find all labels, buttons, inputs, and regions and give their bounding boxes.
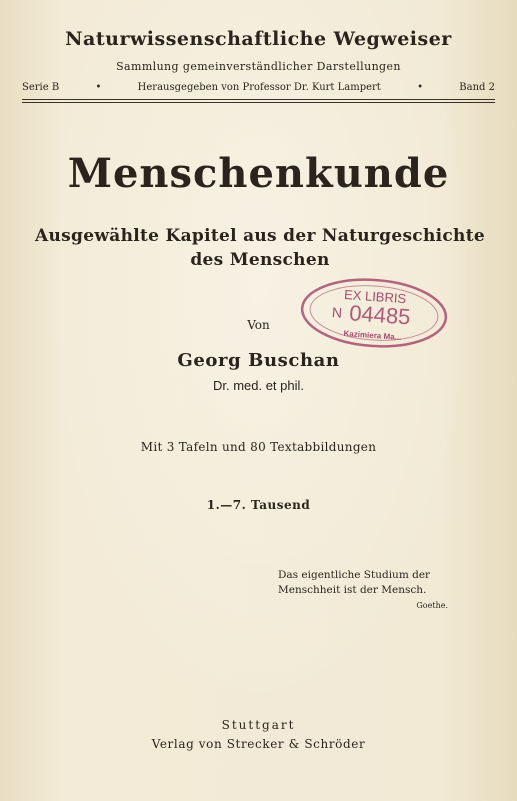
separator-dot: • (417, 82, 423, 93)
by-line: Von (247, 318, 270, 332)
author-name: Georg Buschan (177, 350, 340, 371)
header-rule (22, 102, 495, 103)
series-subtitle: Sammlung gemeinverständlicher Darstellungen (116, 60, 401, 73)
epigraph (278, 568, 458, 613)
epigraph-line: Das eigentliche Studium der (278, 569, 431, 581)
series-info-line (22, 82, 495, 93)
ex-libris-stamp (298, 273, 451, 353)
book-title: Menschenkunde (67, 150, 450, 197)
series-editor: Herausgegeben von Professor Dr. Kurt Lampert (137, 82, 381, 93)
series-title: Naturwissenschaftliche Wegweiser (65, 28, 452, 50)
book-subtitle-line: Ausgewählte Kapitel aus der Naturgeschichte (35, 226, 485, 246)
series-label: Serie B (22, 82, 60, 93)
illustrations-note: Mit 3 Tafeln und 80 Textabbildungen (140, 440, 377, 454)
epigraph-line: Menschheit ist der Mensch. (278, 584, 427, 596)
book-subtitle (30, 224, 490, 272)
edition-note: 1.—7. Tausend (206, 498, 311, 512)
imprint-city: Stuttgart (221, 718, 296, 732)
book-subtitle-line: des Menschen (190, 250, 330, 270)
separator-dot: • (95, 82, 102, 93)
header-rule (22, 99, 495, 100)
imprint-publisher: Verlag von Strecker & Schröder (151, 737, 366, 751)
series-volume: Band 2 (459, 82, 495, 93)
stamp-text: EX LIBRIS (343, 286, 407, 307)
stamp-number: 04485 (348, 300, 412, 330)
epigraph-author: Goethe. (416, 601, 448, 610)
stamp-owner: Kazimiera Ma... (343, 328, 402, 342)
stamp-number-prefix: N (331, 304, 343, 321)
author-degree: Dr. med. et phil. (212, 378, 305, 393)
